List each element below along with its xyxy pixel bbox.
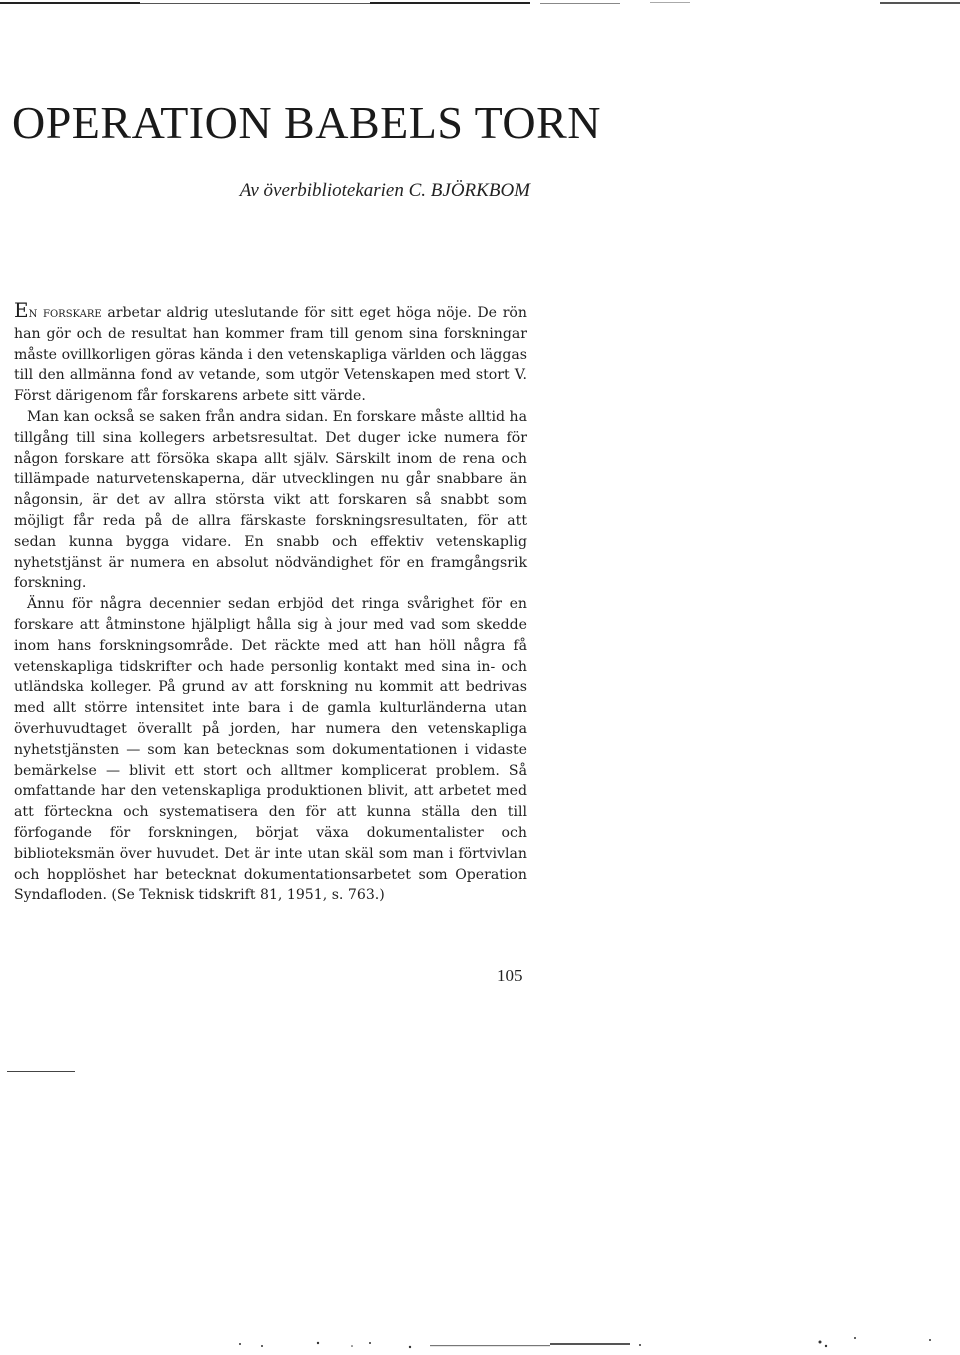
- article-title: OPERATION BABELS TORN: [12, 97, 601, 148]
- article-byline: Av överbibliotekarien C. BJÖRKBOM: [239, 180, 530, 201]
- footer-rule: [7, 1071, 75, 1072]
- lead-in-small-caps: n forskare: [28, 305, 102, 321]
- paragraph-1: [14, 300, 527, 407]
- paragraph-3: Ännu för några decennier sedan erbjöd det ringa svårighet för en forskare att åtminstone hjälpligt hålla sig à jour med vad som skedde inom hans forskningsområde. Det räckte med att han höll några få vetenskapliga tidskrifter och hade personlig kontakt med sina in- och utländska kolleger. På grund av att forskning nu kommit att bedrivas med allt större intensitet inte bara i de gamla kulturländerna utan överhuvudtaget överallt på jorden, har numera den vetenskapliga nyhetstjänsten — som kan betecknas som dokumentationen i vidaste bemärkelse — blivit ett stort och alltmer komplicerat problem. Så omfattande har den vetenskapliga produktionen blivit, att arbetet med att förteckna och systematisera den för att kunna ställa den till förfogande för forskningen, börjat växa dokumentalister och biblioteksmän över huvudet. Det är inte utan skäl som man i förtvivlan och hopplöshet har betecknat dokumentationsarbetet som Operation Syndafloden. (Se Teknisk tidskrift 81, 1951, s. 763.): [14, 596, 527, 904]
- scan-edge-top: [0, 0, 960, 6]
- page-number: 105: [497, 966, 523, 985]
- paragraph-1-text: arbetar aldrig uteslutande för sitt eget höga nöje. De rön han gör och de resultat han kommer fram till genom sina forskningar måste ovillkorligen göras kända i den vetenskapliga världen och läggas till den allmänna fond av vetande, som utgör Vetenskapen med stort V. Först därigenom får forskarens arbete sitt värde.: [14, 305, 527, 405]
- article-body: [14, 300, 527, 906]
- paragraph-2: Man kan också se saken från andra sidan. En forskare måste alltid ha tillgång till sina kollegers arbetsresultat. Det duger icke numera för någon forskare att försöka skapa allt själv. Särskilt inom de rena och tillämpade naturvetenskaperna, där utvecklingen nu går snabbare än någonsin, är det av allra största vikt att forskaren så snabbt som möjligt får reda på de allra färskaste forskningsresultaten, för att sedan kunna bygga vidare. En snabb och effektiv vetenskaplig nyhetstjänst är numera en absolut nödvändighet för en framgångsrik forskning.: [14, 408, 527, 592]
- drop-cap: E: [14, 298, 29, 322]
